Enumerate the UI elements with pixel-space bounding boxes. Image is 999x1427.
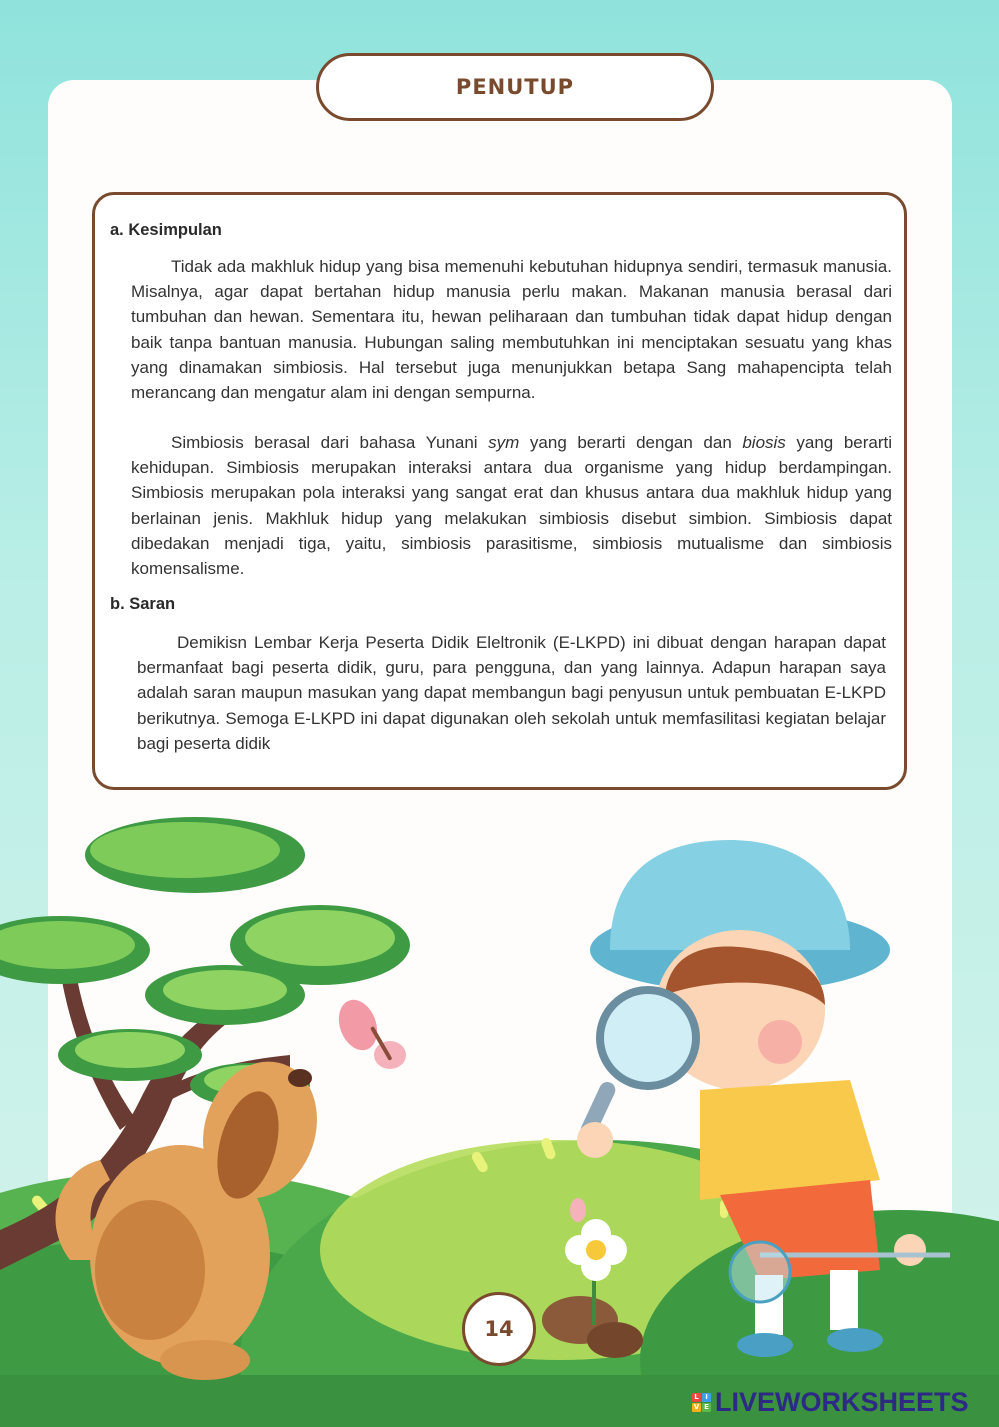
saran-paragraph: Demikisn Lembar Kerja Peserta Didik Eleltronik (E-LKPD) ini dibuat dengan harapan dapat bermanfaat bagi peserta didik, guru, para pengguna, dan yang lainnya. Adapun harapan saya adalah saran maupun masukan yang dapat membangun bagi penyusun untuk pembuatan E-LKPD berikutnya. Semoga E-LKPD ini dapat digunakan oleh sekolah untuk memfasilitasi kegiatan belajar bagi peserta didik bbox=[137, 633, 886, 753]
butterfly bbox=[332, 994, 406, 1069]
liveworksheets-logo-icon bbox=[692, 1393, 711, 1412]
logo-letter-e: E bbox=[702, 1403, 711, 1412]
content-box bbox=[92, 192, 907, 790]
liveworksheets-watermark[interactable] bbox=[692, 1386, 969, 1418]
title-banner bbox=[316, 53, 714, 121]
logo-letter-i: I bbox=[702, 1393, 711, 1402]
logo-letter-v: V bbox=[693, 1403, 700, 1411]
p2-term-sym: sym bbox=[488, 433, 520, 452]
tree-foliage bbox=[0, 817, 410, 1107]
page-title: PENUTUP bbox=[455, 75, 575, 99]
p2-text-2: yang berarti dengan dan bbox=[519, 433, 743, 452]
saran-heading: b. Saran bbox=[110, 595, 176, 613]
page-number-badge bbox=[462, 1292, 536, 1366]
kesimpulan-paragraph-2 bbox=[131, 430, 892, 581]
p2-term-biosis: biosis bbox=[742, 433, 786, 452]
p2-text-1: Simbiosis berasal dari bahasa Yunani bbox=[171, 433, 489, 452]
watermark-text: LIVEWORKSHEETS bbox=[715, 1386, 969, 1417]
page-number: 14 bbox=[484, 1317, 514, 1341]
logo-letter-l: L bbox=[692, 1393, 701, 1402]
p2-text-3: yang berarti kehidupan. Simbiosis merupakan interaksi antara dua organisme yang hidup berdampingan. Simbiosis merupakan pola interaksi yang sangat erat dan khusus antara dua makhluk hidup yang berlainan jenis. Makhluk hidup yang melakukan simbiosis disebut simbion. Simbiosis dapat dibedakan menjadi tiga, yaitu, simbiosis parasitisme, simbiosis mutualisme dan simbiosis komensalisme. bbox=[131, 433, 893, 579]
kesimpulan-heading: a. Kesimpulan bbox=[110, 221, 222, 239]
kesimpulan-paragraph-1: Tidak ada makhluk hidup yang bisa memenuhi kebutuhan hidupnya sendiri, termasuk manusia. Misalnya, agar dapat bertahan hidup manusia perlu makan. Makanan manusia berasal dari tumbuhan dan hewan. Sementara itu, hewan peliharaan dan tumbuhan tidak dapat hidup dengan baik tanpa bantuan manusia. Hubungan saling membutuhkan ini menciptakan sesuatu yang khas yang dinamakan simbiosis. Hal tersebut juga menunjukkan betapa Sang mahapencipta telah merancang dan mengatur alam ini dengan sempurna. bbox=[131, 257, 892, 403]
